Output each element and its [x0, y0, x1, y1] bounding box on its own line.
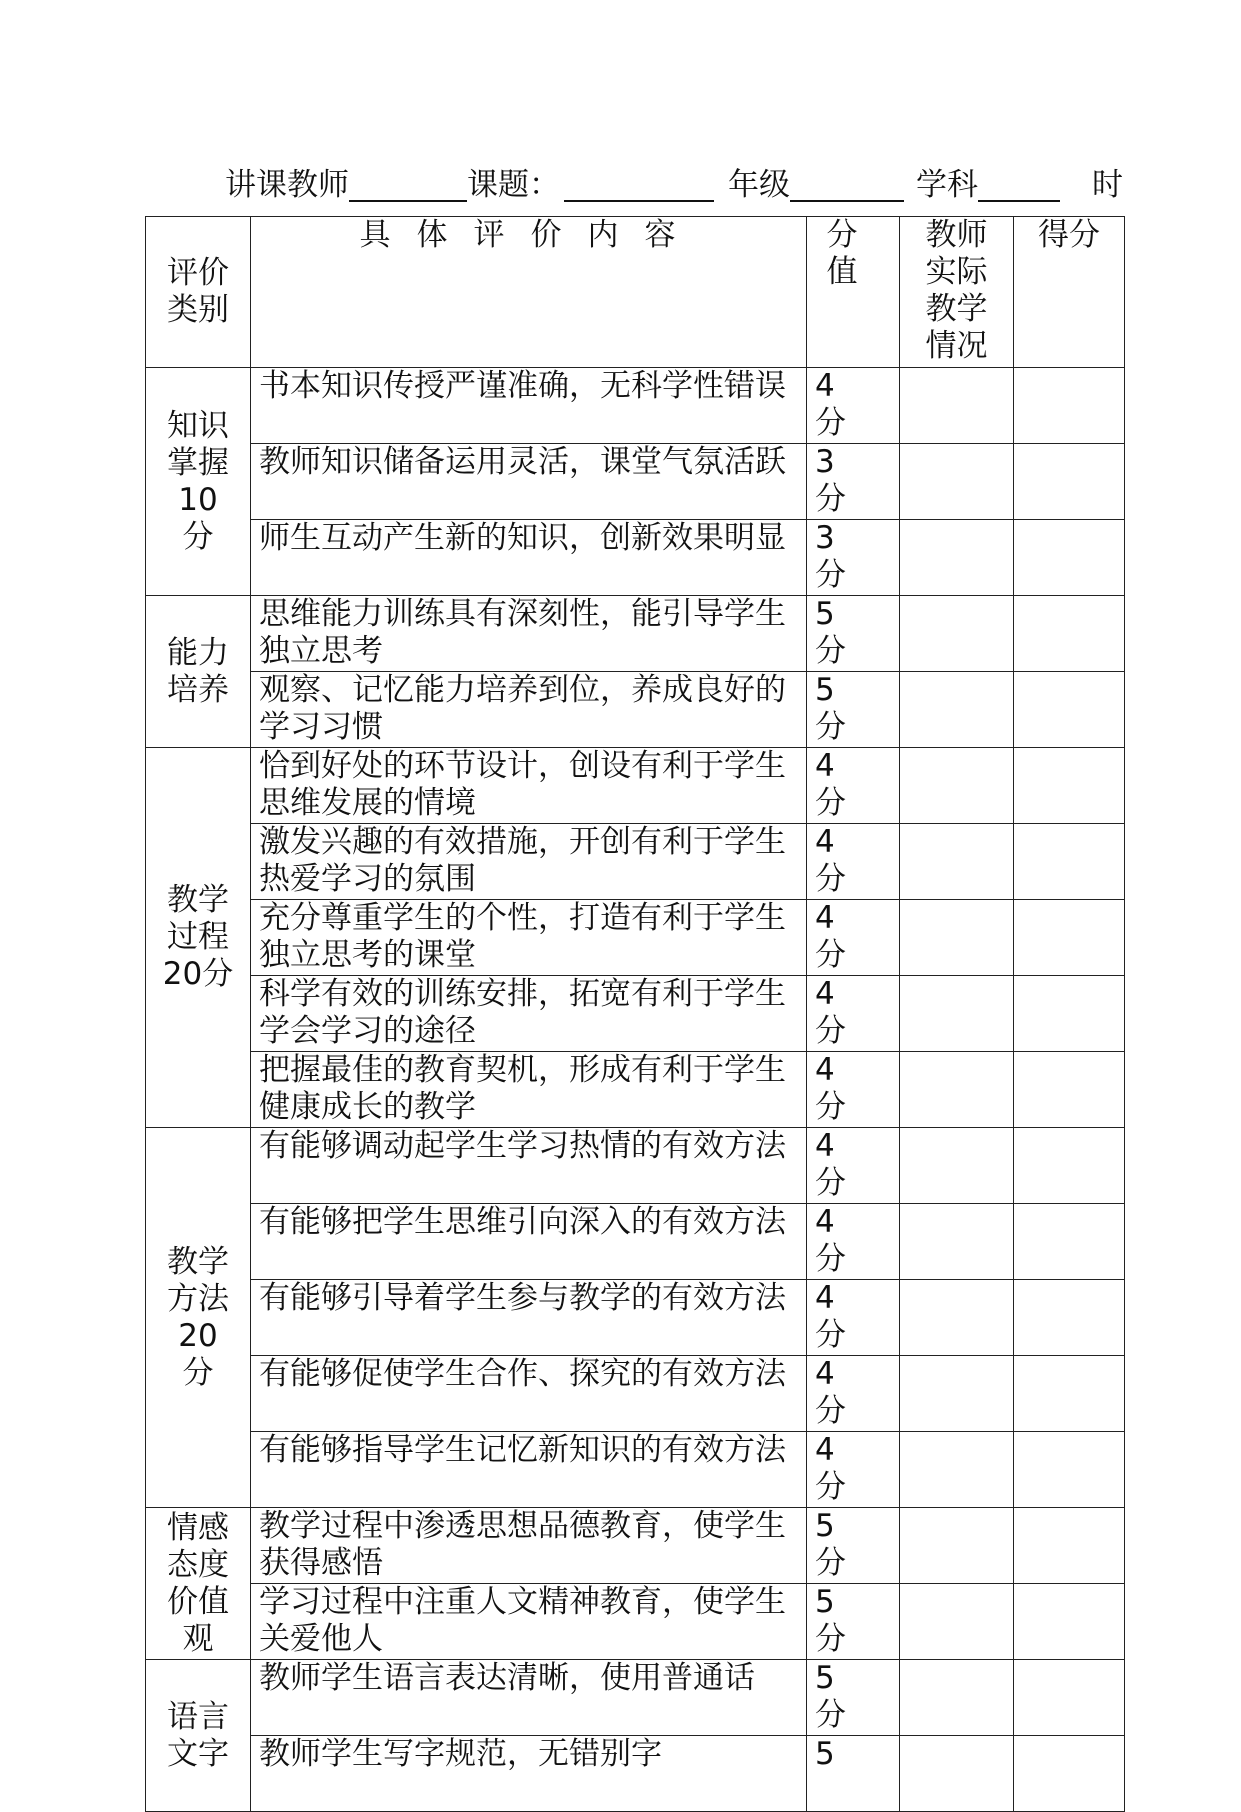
teacher-blank[interactable]: [349, 164, 467, 202]
criterion-cell: 教学过程中渗透思想品德教育，使学生获得感悟: [251, 1508, 807, 1584]
table-row: [146, 824, 1125, 900]
criterion-cell: 有能够促使学生合作、探究的有效方法: [251, 1356, 807, 1432]
grade-blank[interactable]: [790, 164, 904, 202]
category-cell: 情感态度价值观: [146, 1508, 251, 1660]
criterion-cell: 有能够调动起学生学习热情的有效方法: [251, 1128, 807, 1204]
got-score-cell[interactable]: [1014, 1736, 1125, 1812]
content-column-header: 具体评价内容: [251, 217, 807, 368]
got-score-cell[interactable]: [1014, 1280, 1125, 1356]
table-row: [146, 368, 1125, 444]
score-value-cell: 4分: [807, 900, 900, 976]
score-value-cell: 4分: [807, 1052, 900, 1128]
table-row: [146, 1128, 1125, 1204]
criterion-cell: 有能够指导学生记忆新知识的有效方法: [251, 1432, 807, 1508]
topic-label: 课题：: [467, 167, 560, 203]
table-row: [146, 444, 1125, 520]
category-cell: 知识掌握10分: [146, 368, 251, 596]
got-score-cell[interactable]: [1014, 1204, 1125, 1280]
criterion-cell: 师生互动产生新的知识，创新效果明显: [251, 520, 807, 596]
got-score-cell[interactable]: [1014, 748, 1125, 824]
table-row: [146, 900, 1125, 976]
score-value-cell: 4分: [807, 1356, 900, 1432]
got-score-cell[interactable]: [1014, 444, 1125, 520]
teacher-label: 讲课教师: [225, 167, 349, 203]
score-value-cell: 4分: [807, 1128, 900, 1204]
table-row: [146, 1660, 1125, 1736]
actual-situation-cell[interactable]: [900, 976, 1014, 1052]
actual-situation-cell[interactable]: [900, 900, 1014, 976]
time-label: 时: [1092, 167, 1123, 203]
subject-blank[interactable]: [978, 164, 1060, 202]
got-score-cell[interactable]: [1014, 672, 1125, 748]
criterion-cell: 恰到好处的环节设计，创设有利于学生思维发展的情境: [251, 748, 807, 824]
criterion-cell: 激发兴趣的有效措施，开创有利于学生热爱学习的氛围: [251, 824, 807, 900]
score-value-cell: 5分: [807, 1660, 900, 1736]
actual-situation-cell[interactable]: [900, 1128, 1014, 1204]
table-row: [146, 1736, 1125, 1812]
criterion-cell: 科学有效的训练安排，拓宽有利于学生学会学习的途径: [251, 976, 807, 1052]
actual-situation-cell[interactable]: [900, 748, 1014, 824]
actual-situation-cell[interactable]: [900, 1584, 1014, 1660]
category-column-header: 评价类别: [146, 217, 251, 368]
topic-blank[interactable]: [564, 164, 714, 202]
actual-situation-cell[interactable]: [900, 1356, 1014, 1432]
score-value-cell: 4分: [807, 1280, 900, 1356]
actual-situation-cell[interactable]: [900, 368, 1014, 444]
criterion-cell: 有能够引导着学生参与教学的有效方法: [251, 1280, 807, 1356]
subject-label: 学科: [916, 167, 978, 203]
got-score-cell[interactable]: [1014, 1584, 1125, 1660]
criterion-cell: 教师学生写字规范，无错别字: [251, 1736, 807, 1812]
score-value-cell: 4分: [807, 748, 900, 824]
actual-situation-cell[interactable]: [900, 1432, 1014, 1508]
got-score-cell[interactable]: [1014, 1052, 1125, 1128]
category-cell: 教学方法20分: [146, 1128, 251, 1508]
score-value-cell: 4分: [807, 976, 900, 1052]
actual-situation-cell[interactable]: [900, 1052, 1014, 1128]
actual-situation-cell[interactable]: [900, 1508, 1014, 1584]
got-score-cell[interactable]: [1014, 1356, 1125, 1432]
criterion-cell: 学习过程中注重人文精神教育，使学生关爱他人: [251, 1584, 807, 1660]
score-value-cell: 4分: [807, 1204, 900, 1280]
category-cell: 能力培养: [146, 596, 251, 748]
table-row: [146, 1432, 1125, 1508]
grade-label: 年级: [728, 167, 790, 203]
got-score-cell[interactable]: [1014, 976, 1125, 1052]
got-score-cell[interactable]: [1014, 596, 1125, 672]
score-value-cell: 5分: [807, 672, 900, 748]
score-value-cell: 5分: [807, 1508, 900, 1584]
table-row: [146, 1204, 1125, 1280]
criterion-cell: 有能够把学生思维引向深入的有效方法: [251, 1204, 807, 1280]
criterion-cell: 观察、记忆能力培养到位，养成良好的学习习惯: [251, 672, 807, 748]
actual-situation-cell[interactable]: [900, 1660, 1014, 1736]
score-value-cell: 5分: [807, 596, 900, 672]
table-row: [146, 520, 1125, 596]
table-row: [146, 1052, 1125, 1128]
table-row: [146, 672, 1125, 748]
table-row: [146, 976, 1125, 1052]
got-score-cell[interactable]: [1014, 1128, 1125, 1204]
score-value-cell: 5: [807, 1736, 900, 1812]
actual-situation-cell[interactable]: [900, 1280, 1014, 1356]
category-cell: 教学过程20分: [146, 748, 251, 1128]
actual-situation-cell[interactable]: [900, 596, 1014, 672]
actual-column-header: 教师实际教学情况: [900, 217, 1014, 368]
criterion-cell: 充分尊重学生的个性，打造有利于学生独立思考的课堂: [251, 900, 807, 976]
category-cell: 语言文字: [146, 1660, 251, 1812]
score-value-cell: 3分: [807, 444, 900, 520]
actual-situation-cell[interactable]: [900, 1736, 1014, 1812]
table-row: [146, 1508, 1125, 1584]
actual-situation-cell[interactable]: [900, 824, 1014, 900]
actual-situation-cell[interactable]: [900, 1204, 1014, 1280]
score-value-cell: 4分: [807, 368, 900, 444]
got-column-header: 得分: [1014, 217, 1125, 368]
got-score-cell[interactable]: [1014, 368, 1125, 444]
table-row: [146, 596, 1125, 672]
actual-situation-cell[interactable]: [900, 444, 1014, 520]
got-score-cell[interactable]: [1014, 1660, 1125, 1736]
actual-situation-cell[interactable]: [900, 520, 1014, 596]
got-score-cell[interactable]: [1014, 900, 1125, 976]
criterion-cell: 把握最佳的教育契机，形成有利于学生健康成长的教学: [251, 1052, 807, 1128]
score-value-cell: 5分: [807, 1584, 900, 1660]
score-column-header: 分值: [807, 217, 900, 368]
evaluation-table: [145, 216, 1125, 1812]
criterion-cell: 教师知识储备运用灵活，课堂气氛活跃: [251, 444, 807, 520]
score-value-cell: 3分: [807, 520, 900, 596]
table-header-row: [146, 217, 1125, 368]
score-value-cell: 4分: [807, 1432, 900, 1508]
criterion-cell: 教师学生语言表达清晰，使用普通话: [251, 1660, 807, 1736]
table-row: [146, 1356, 1125, 1432]
score-value-cell: 4分: [807, 824, 900, 900]
table-row: [146, 748, 1125, 824]
got-score-cell[interactable]: [1014, 520, 1125, 596]
table-row: [146, 1584, 1125, 1660]
got-score-cell[interactable]: [1014, 1432, 1125, 1508]
criterion-cell: 思维能力训练具有深刻性，能引导学生独立思考: [251, 596, 807, 672]
got-score-cell[interactable]: [1014, 824, 1125, 900]
criterion-cell: 书本知识传授严谨准确，无科学性错误: [251, 368, 807, 444]
got-score-cell[interactable]: [1014, 1508, 1125, 1584]
actual-situation-cell[interactable]: [900, 672, 1014, 748]
table-row: [146, 1280, 1125, 1356]
form-header: [225, 160, 1123, 210]
